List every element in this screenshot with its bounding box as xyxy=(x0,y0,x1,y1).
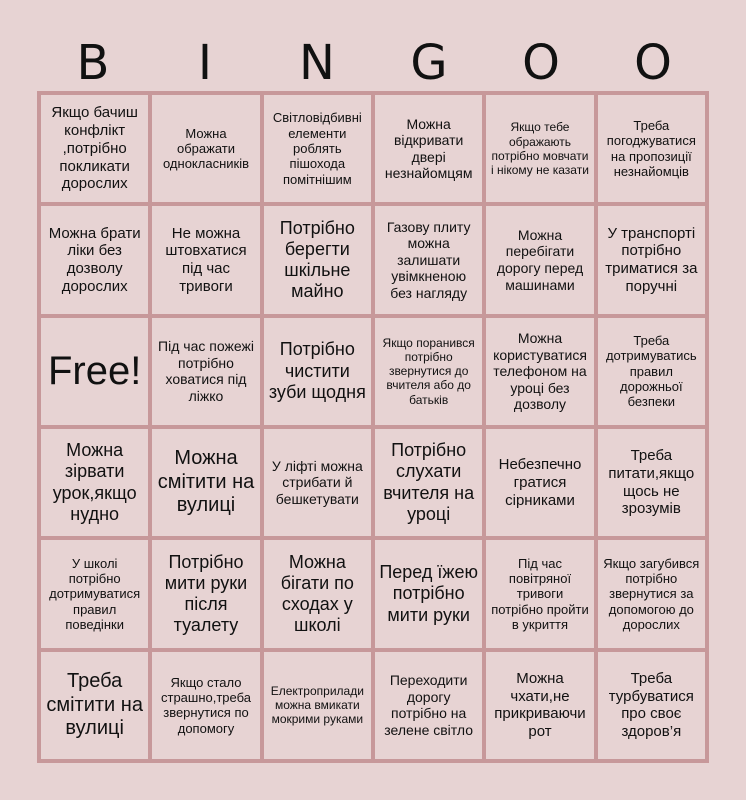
title-letter-b: B xyxy=(76,35,110,91)
bingo-cell[interactable]: У ліфті можна стрибати й бешкетувати xyxy=(262,427,373,538)
bingo-cell[interactable]: Треба смітити на вулиці xyxy=(39,650,150,761)
bingo-cell[interactable]: Можна відкривати двері незнайомцям xyxy=(373,93,484,204)
bingo-cell[interactable]: Можна ображати однокласників xyxy=(150,93,261,204)
bingo-cell[interactable]: Не можна штовхатися під час тривоги xyxy=(150,204,261,315)
bingo-board xyxy=(37,91,709,763)
bingo-cell[interactable]: Переходити дорогу потрібно на зелене світло xyxy=(373,650,484,761)
title-letter-o: O xyxy=(522,35,560,91)
bingo-cell[interactable]: Небезпечно гратися сірниками xyxy=(484,427,595,538)
bingo-cell[interactable]: Під час повітряної тривоги потрібно пройти в укриття xyxy=(484,538,595,649)
bingo-cell[interactable]: Треба турбуватися про своє здоров’я xyxy=(596,650,707,761)
bingo-cell[interactable]: Потрібно чистити зуби щодня xyxy=(262,316,373,427)
bingo-cell[interactable]: Можна перебігати дорогу перед машинами xyxy=(484,204,595,315)
bingo-cell[interactable]: Треба погоджуватися на пропозиції незнайомців xyxy=(596,93,707,204)
bingo-cell[interactable]: Можна бігати по сходах у школі xyxy=(262,538,373,649)
bingo-cell[interactable]: У транспорті потрібно триматися за поручні xyxy=(596,204,707,315)
bingo-cell[interactable]: Можна зірвати урок,якщо нудно xyxy=(39,427,150,538)
bingo-title xyxy=(37,30,709,96)
bingo-cell[interactable]: Треба дотримуватись правил дорожньої безпеки xyxy=(596,316,707,427)
bingo-cell[interactable]: Можна користуватися телефоном на уроці без дозволу xyxy=(484,316,595,427)
bingo-cell[interactable]: Потрібно слухати вчителя на уроці xyxy=(373,427,484,538)
bingo-cell[interactable]: Якщо бачиш конфлікт ,потрібно покликати дорослих xyxy=(39,93,150,204)
bingo-cell[interactable]: Перед їжею потрібно мити руки xyxy=(373,538,484,649)
title-letter-n: N xyxy=(299,35,335,91)
bingo-cell[interactable]: Якщо тебе ображають потрібно мовчати і нікому не казати xyxy=(484,93,595,204)
bingo-cell[interactable]: Можна чхати,не прикриваючи рот xyxy=(484,650,595,761)
title-letter-o-2: O xyxy=(634,35,672,91)
bingo-cell[interactable]: Можна смітити на вулиці xyxy=(150,427,261,538)
bingo-cell[interactable]: У школі потрібно дотримуватися правил поведінки xyxy=(39,538,150,649)
bingo-cell[interactable]: Якщо стало страшно,треба звернутися по допомогу xyxy=(150,650,261,761)
bingo-cell[interactable]: Світловідбивні елементи роблять пішохода помітнішим xyxy=(262,93,373,204)
bingo-cell[interactable]: Електроприлади можна вмикати мокрими руками xyxy=(262,650,373,761)
bingo-cell[interactable]: Можна брати ліки без дозволу дорослих xyxy=(39,204,150,315)
bingo-cell[interactable]: Газову плиту можна залишати увімкненою без нагляду xyxy=(373,204,484,315)
free-space[interactable]: Free! xyxy=(39,316,150,427)
title-letter-i: I xyxy=(197,35,213,91)
bingo-cell[interactable]: Треба питати,якщо щось не зрозумів xyxy=(596,427,707,538)
title-letter-g: G xyxy=(410,35,448,91)
bingo-cell[interactable]: Під час пожежі потрібно ховатися під ліжко xyxy=(150,316,261,427)
bingo-cell[interactable]: Потрібно берегти шкільне майно xyxy=(262,204,373,315)
bingo-cell[interactable]: Якщо загубився потрібно звернутися за допомогою до дорослих xyxy=(596,538,707,649)
bingo-cell[interactable]: Якщо поранився потрібно звернутися до вчителя або до батьків xyxy=(373,316,484,427)
bingo-cell[interactable]: Потрібно мити руки після туалету xyxy=(150,538,261,649)
